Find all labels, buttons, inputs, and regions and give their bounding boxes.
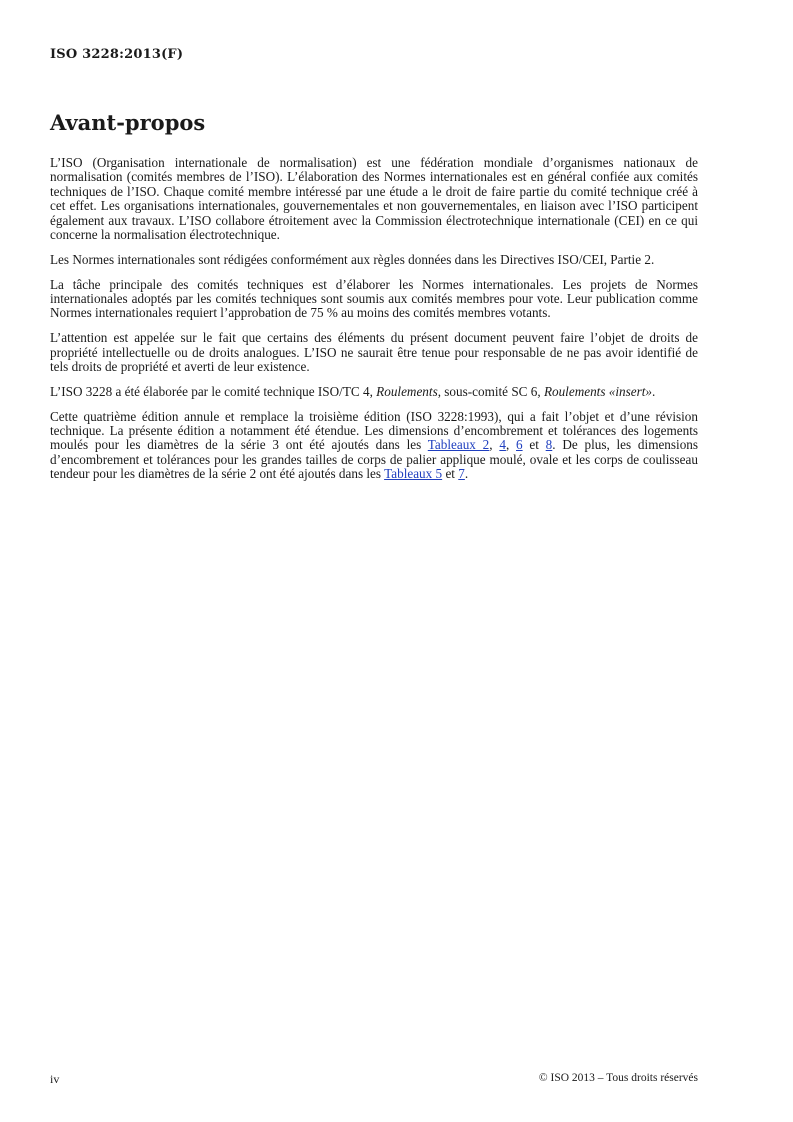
prepared-by-text: . — [652, 383, 656, 399]
document-id: ISO 3228:2013(F) — [50, 47, 184, 62]
table-6-link[interactable]: 6 — [516, 437, 523, 453]
foreword-body — [50, 156, 698, 492]
table-2-link[interactable]: Tableaux 2 — [427, 437, 490, 453]
paragraph-technical-committees: La tâche principale des comités techniques est d’élaborer les Normes internationales. Les projets de Normes internationales adoptés par les comités techniques sont soumis aux comités membres pour vote. Leur publication comme Normes internationales requiert l’approbation de 75 % au moins des comités membres votants. — [50, 276, 698, 321]
edition-text: Cette quatrième édition annule et remplace la troisième édition (ISO 3228:1993), qui a fait l’objet et d’une révision technique. La présente édition a notamment été étendue. Les dimensions d’encombrement et tolérances des logements moulés pour les diamètres de la série 3 ont été ajoutés dans les — [50, 408, 698, 453]
paragraph-drafting-rules: Les Normes internationales sont rédigées conformément aux règles données dans les Directives ISO/CEI, Partie 2. — [50, 251, 655, 267]
prepared-by-text: L’ISO 3228 a été élaborée par le comité technique ISO/TC 4, — [50, 383, 377, 399]
separator: . — [464, 466, 469, 482]
paragraph-prepared-by — [50, 385, 698, 399]
edition-text: . De plus, les dimensions d’encombrement et tolérances pour les grandes tailles de corps de palier applique moulé, ovale et les corps de coulisseau tendeur pour les diamètres de la série 2 ont été ajoutés dans les — [50, 437, 699, 482]
separator: et — [442, 466, 459, 482]
table-8-link[interactable]: 8 — [545, 437, 553, 453]
page-title: Avant-propos — [50, 110, 206, 135]
page-number: iv — [50, 1072, 60, 1086]
table-7-link[interactable]: 7 — [458, 466, 465, 482]
committee-title: Roulements — [376, 383, 438, 399]
copyright-notice: © ISO 2013 – Tous droits réservés — [538, 1072, 698, 1084]
table-4-link[interactable]: 4 — [499, 437, 506, 453]
subcommittee-title: Roulements «insert» — [543, 383, 652, 399]
paragraph-patent-rights: L’attention est appelée sur le fait que certains des éléments du présent document peuvent faire l’objet de droits de propriété intellectuelle ou de droits analogues. L’ISO ne saurait être tenue pour responsable de ne pas avoir identifié de tels droits de propriété et averti de leur existence. — [50, 330, 698, 375]
table-5-link[interactable]: Tableaux 5 — [384, 466, 443, 482]
prepared-by-text: , sous-comité SC 6, — [437, 383, 544, 399]
separator: et — [522, 437, 546, 453]
paragraph-edition-changes — [50, 410, 698, 482]
separator: , — [489, 437, 500, 453]
separator: , — [505, 437, 517, 453]
paragraph-iso-organisation: L’ISO (Organisation internationale de normalisation) est une fédération mondiale d’organismes nationaux de normalisation (comités membres de l’ISO). L’élaboration des Normes internationales est en général confiée aux comités techniques de l’ISO. Chaque comité membre intéressé par une étude a le droit de faire partie du comité technique créé à cet effet. Les organisations internationales, gouvernementales et non gouvernementales, en liaison avec l’ISO participent également aux travaux. L’ISO collabore étroitement avec la Commission électrotechnique internationale (CEI) en ce qui concerne la normalisation électrotechnique. — [50, 155, 698, 243]
